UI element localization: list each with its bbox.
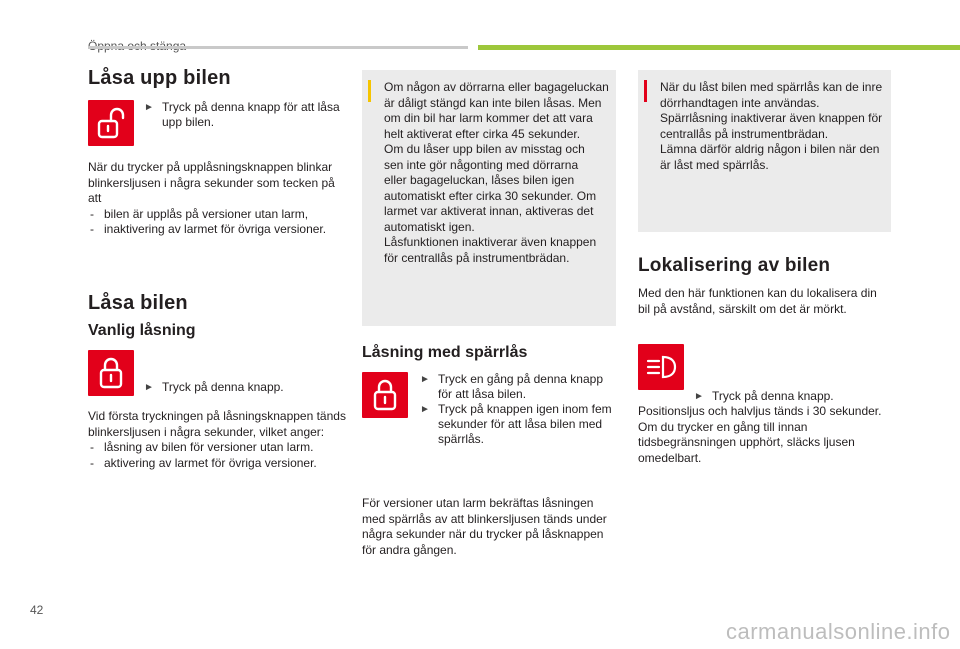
page-number: 42 <box>30 603 44 617</box>
deadlock-step-2: ► Tryck på knappen igen inom fem sekunder för att låsa bilen med spärrlås. <box>420 402 612 446</box>
step-arrow-icon: ► <box>144 382 154 393</box>
warning-box-text: När du låst bilen med spärrlås kan de inre dörrhandtagen inte användas. Spärrlåsning inaktiverar även knappen för centrallås på instrumentbrädan. Lämna därför aldrig någon i bilen när den är låst med spärrlås. <box>660 80 883 172</box>
step-arrow-icon: ► <box>420 374 430 385</box>
warning-box <box>638 70 891 232</box>
step-arrow-icon: ► <box>694 391 704 402</box>
locate-step <box>694 389 908 404</box>
locate-paragraph-1: Med den här funktionen kan du lokalisera din bil på avstånd, särskilt om det är mörkt. <box>638 286 877 316</box>
unlock-para-text: När du trycker på upplåsningsknappen blinkar blinkersljusen i några sekunder som tecken på att <box>88 160 335 205</box>
lock-step-text: Tryck på denna knapp. <box>162 380 284 394</box>
lock-list <box>88 440 346 471</box>
deadlock-step-1: ► Tryck en gång på denna knapp för att låsa bilen. <box>420 372 604 401</box>
unlock-list <box>88 207 346 238</box>
lock-title: Låsa bilen <box>88 292 188 314</box>
list-item: - inaktivering av larmet för övriga versioner. <box>90 222 327 236</box>
info-mark-icon <box>368 80 371 102</box>
unlocked-padlock-icon <box>96 106 126 140</box>
list-item: - aktivering av larmet för övriga versioner. <box>90 455 317 470</box>
lock-subtitle: Vanlig låsning <box>88 322 196 339</box>
deadlock-steps <box>420 372 616 447</box>
locate-step-text: Tryck på denna knapp. <box>712 389 834 403</box>
lock-para-text: Vid första tryckningen på låsningsknappen tänds blinkersljusen i några sekunder, vilket anger: <box>88 409 346 439</box>
headlight-icon <box>645 354 677 380</box>
unlock-title: Låsa upp bilen <box>88 67 231 89</box>
deadlock-button-image <box>362 372 408 418</box>
info-box-text: Om någon av dörrarna eller bagageluckan är dåligt stängd kan inte bilen låsas. Men om din bil har larm kommer det att vara helt aktiverat efter cirka 45 sekunder. Om du låser upp bilen av misstag och sen inte gör någonting med dörrarna eller bagageluckan, låses bilen igen automatiskt efter cirka 30 sekunder. Om larmet var aktiverat innan, aktiveras det automatiskt igen. Låsfunktionen inaktiverar även knappen för centrallås på instrumentbrädan. <box>384 80 609 265</box>
unlock-paragraph <box>88 160 346 238</box>
list-item: - låsning av bilen för versioner utan larm. <box>90 440 314 454</box>
header-accent-rule <box>478 45 960 50</box>
deadlock-title: Låsning med spärrlås <box>362 344 528 361</box>
header-rule <box>88 46 468 49</box>
locate-paragraph-2: Positionsljus och halvljus tänds i 30 sekunder. Om du trycker en gång till innan tidsbegränsningen upphört, släcks ljusen omedelbart. <box>638 404 882 465</box>
watermark: carmanualsonline.info <box>726 619 951 644</box>
warning-mark-icon <box>644 80 647 102</box>
unlock-button-image <box>88 100 134 146</box>
locked-padlock-icon <box>370 378 400 412</box>
step-arrow-icon: ► <box>144 102 154 113</box>
deadlock-paragraph: För versioner utan larm bekräftas låsningen med spärrlås av att blinkersljusen tänds under några sekunder när du trycker på låsknappen för andra gången. <box>362 496 607 557</box>
lock-button-image <box>88 350 134 396</box>
lock-step <box>144 380 362 395</box>
step-arrow-icon: ► <box>420 404 430 415</box>
list-item: - bilen är upplås på versioner utan larm, <box>90 206 309 221</box>
unlock-step <box>144 100 362 130</box>
unlock-step-text: Tryck på denna knapp för att låsa upp bilen. <box>162 100 340 129</box>
locate-title: Lokalisering av bilen <box>638 255 831 276</box>
info-box <box>362 70 616 326</box>
locked-padlock-icon <box>96 356 126 390</box>
lock-paragraph <box>88 409 346 471</box>
locate-button-image <box>638 344 684 390</box>
